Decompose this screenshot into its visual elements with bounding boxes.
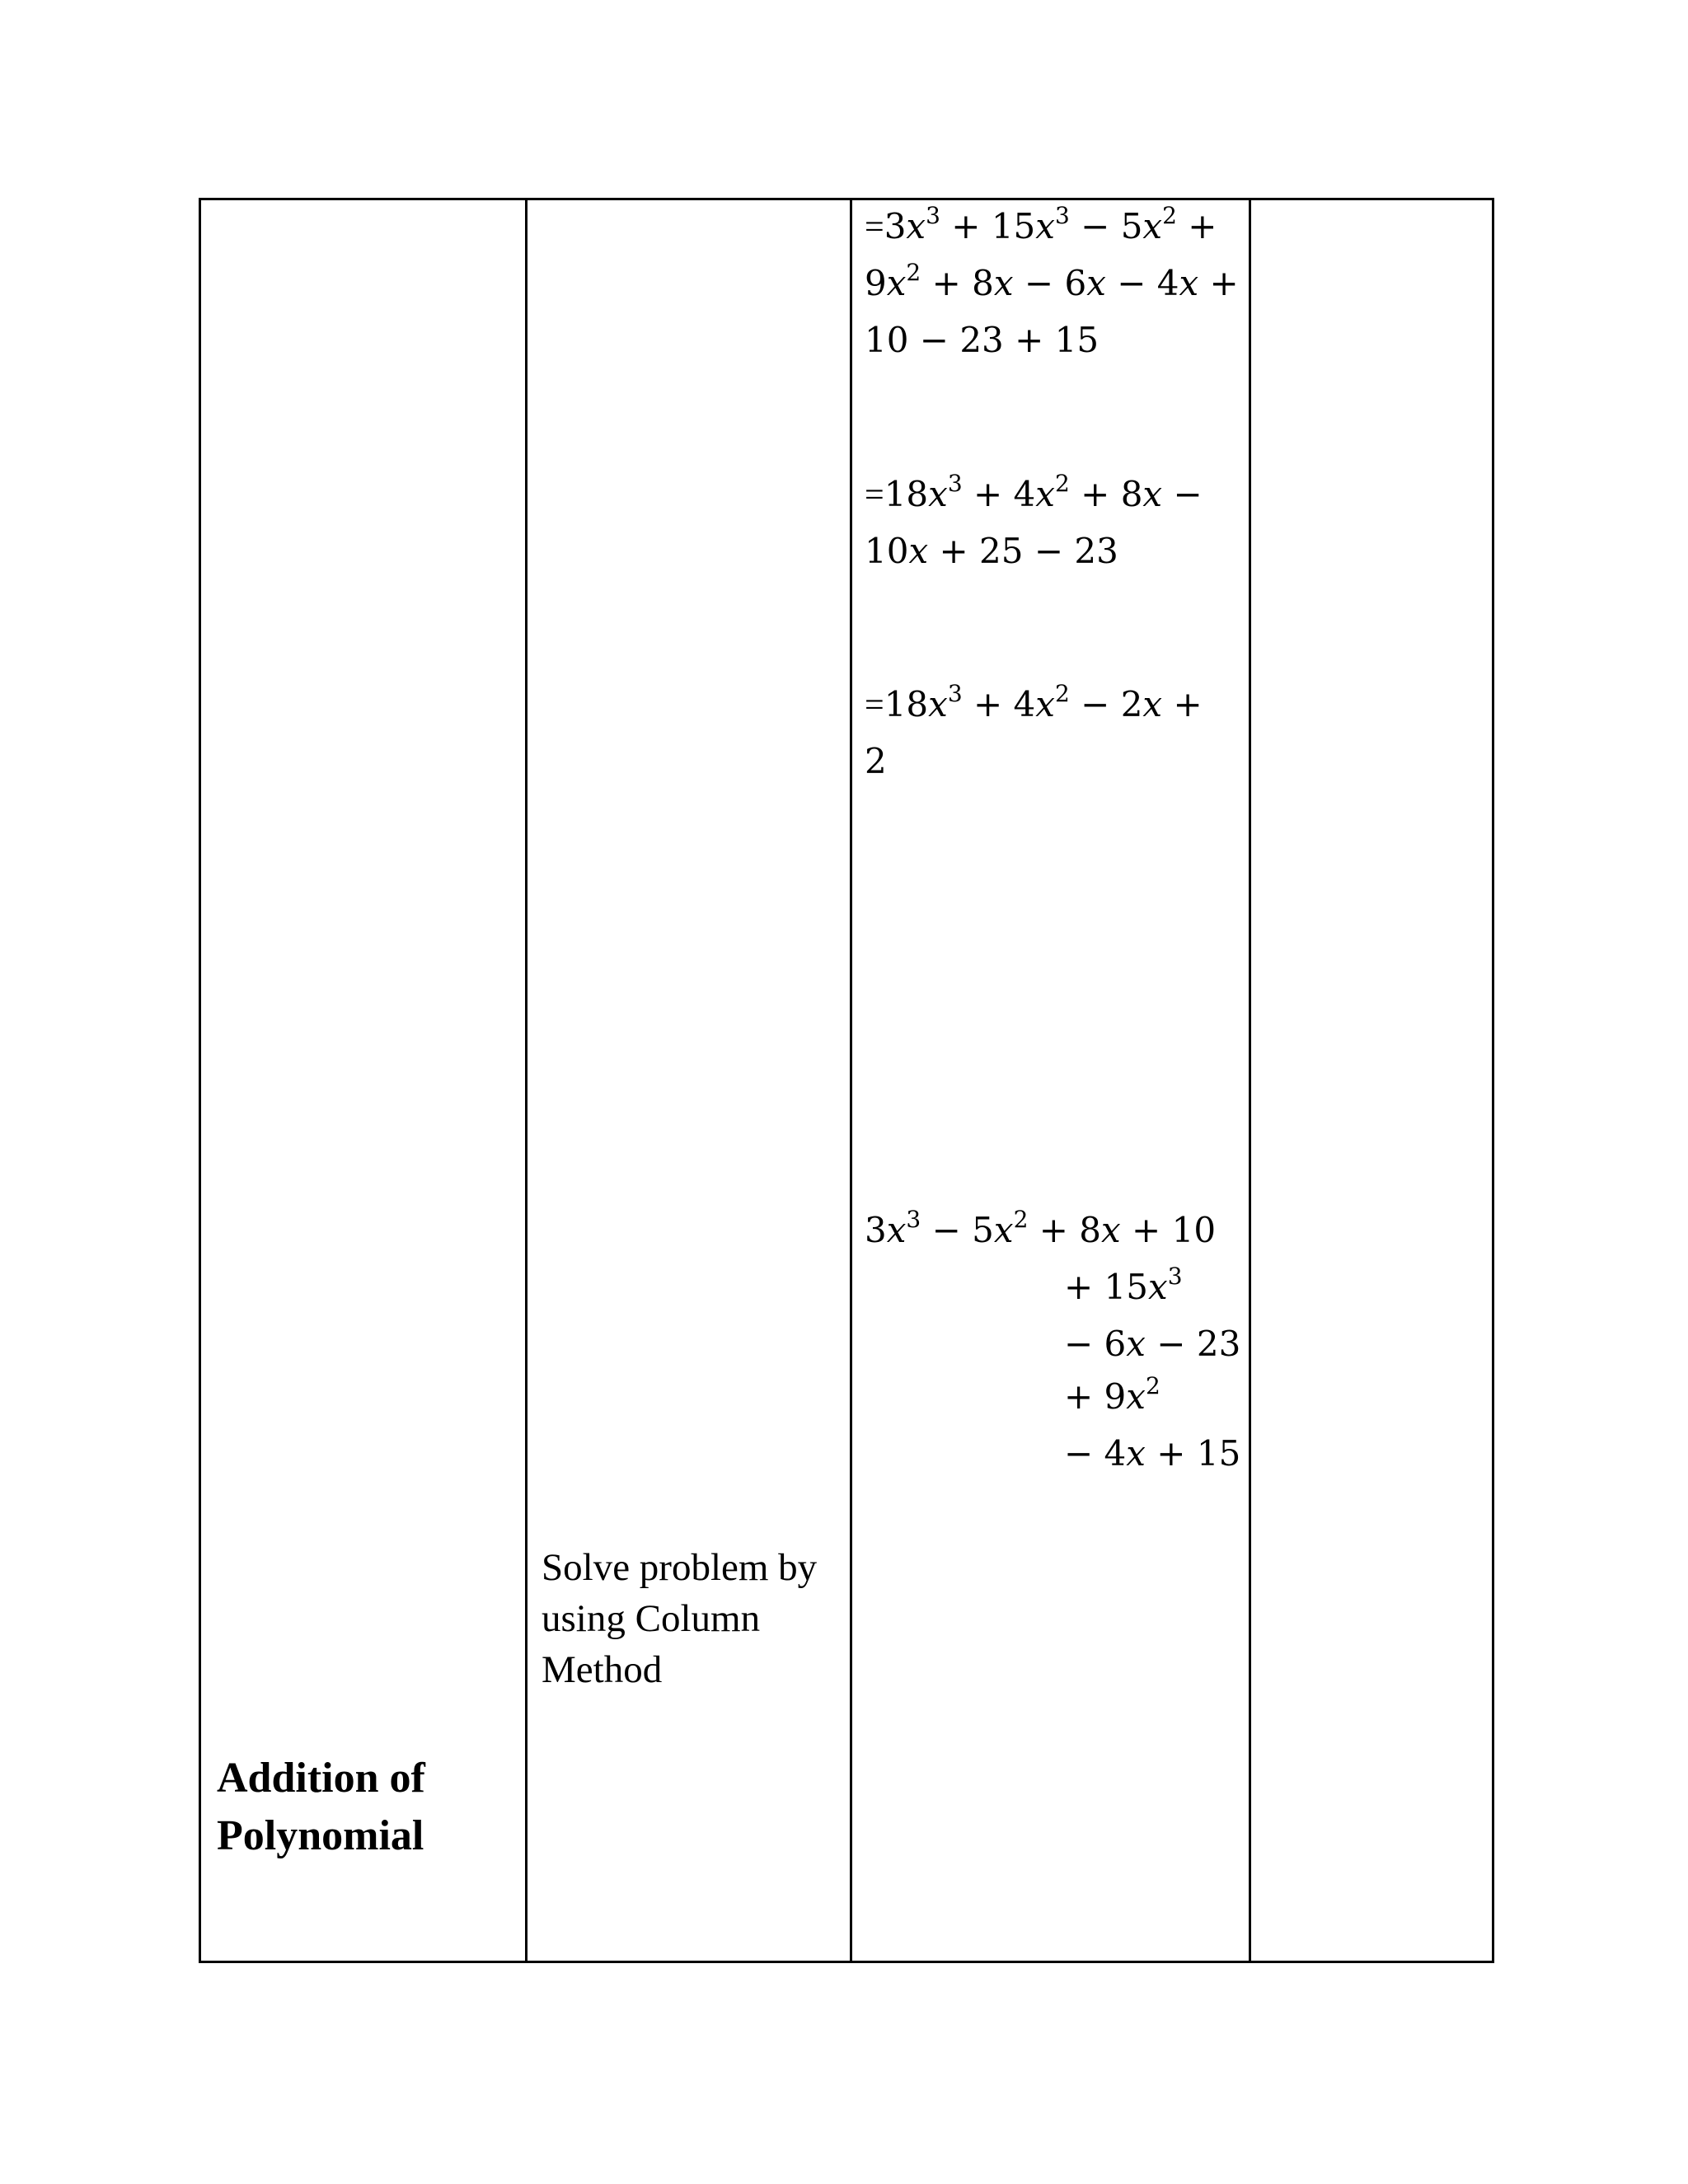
column-divider [850,200,852,1961]
column-divider [525,200,528,1961]
step1-line3: 10 − 23 + 15 [865,320,1100,360]
column-line4: + $9x^2$ [1064,1372,1160,1417]
method-description: Solve problem by using Column Method [542,1546,818,1691]
column-line5: − 4x + 15 [1064,1433,1241,1474]
step2-expression [865,468,1203,578]
column-method-expression [865,1204,1240,1480]
step2-line2: 10x + 25 − 23 [865,531,1118,571]
topic-title: Addition of Polynomial [217,1755,425,1859]
column-divider [1249,200,1251,1961]
step3-expression [865,678,1203,788]
column-line3: − 6x − 23 [1064,1324,1241,1364]
step1-line1: $=3x^3 + 15x^3 - 5x^2$ + [865,202,1217,246]
step3-line1: $=18x^3 + 4x^2 - 2x$ + [865,680,1203,724]
step1-line2: $9x^2 + 8x - 6x - 4x$ + [865,259,1239,303]
step3-line2: 2 [865,741,887,781]
column-line2: + $15x^3$ [1064,1263,1183,1307]
step2-line1: $=18x^3 + 4x^2 + 8x$ − [865,470,1203,514]
step1-expression [865,200,1239,367]
column-line1: $3x^3 - 5x^2 + 8x + 10$ [865,1206,1217,1250]
lesson-table [199,198,1494,1963]
